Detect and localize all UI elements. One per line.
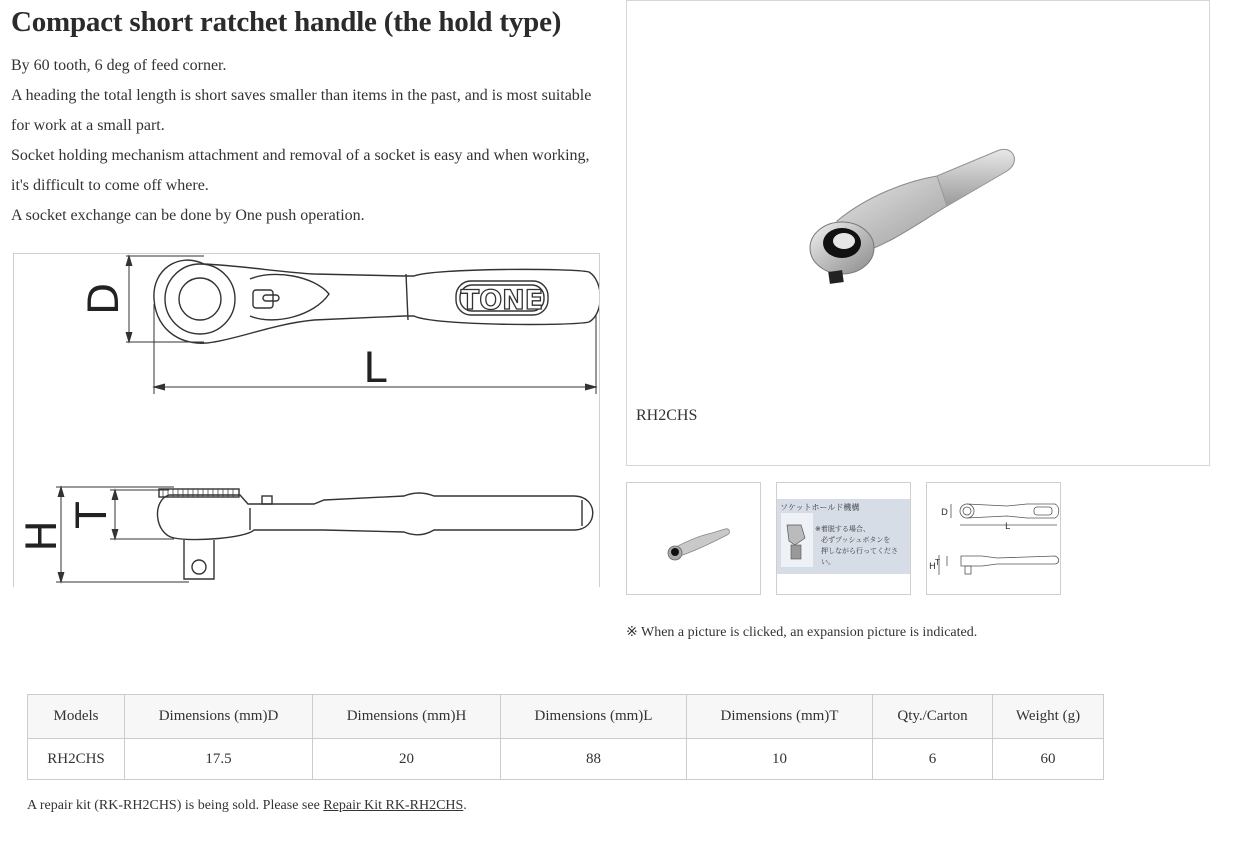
thumbnail-note-line: ※着脱する場合、 bbox=[815, 525, 870, 533]
table-row bbox=[28, 739, 1104, 780]
repair-kit-suffix: . bbox=[463, 798, 467, 813]
dimension-thumbnail-icon bbox=[927, 483, 1060, 594]
dimension-h bbox=[56, 487, 189, 582]
thumbnail-label-h: H bbox=[929, 562, 936, 572]
thumbnail-dimensions[interactable] bbox=[926, 482, 1061, 595]
column-header: Dimensions (mm)L bbox=[501, 695, 687, 739]
label-l: L bbox=[363, 343, 387, 392]
table-cell: 17.5 bbox=[125, 739, 313, 780]
table-cell: 10 bbox=[687, 739, 873, 780]
table-cell: 20 bbox=[313, 739, 501, 780]
thumbnail-socket-hold[interactable] bbox=[776, 482, 911, 595]
table-cell: RH2CHS bbox=[28, 739, 125, 780]
description-line: A heading the total length is short saves smaller than items in the past, and is most suitable for work at a small part. bbox=[11, 87, 592, 134]
column-header: Qty./Carton bbox=[873, 695, 993, 739]
gallery-note: ※ When a picture is clicked, an expansion picture is indicated. bbox=[626, 625, 978, 640]
repair-kit-text: A repair kit (RK-RH2CHS) is being sold. Please see bbox=[27, 798, 324, 813]
table-header-row bbox=[28, 695, 1104, 739]
thumbnail-label-l: L bbox=[1005, 522, 1011, 532]
thumbnail-heading: ソケットホールド機構 bbox=[780, 503, 860, 512]
ratchet-teeth bbox=[163, 489, 233, 497]
label-t: T bbox=[67, 502, 116, 528]
label-d: D bbox=[79, 282, 128, 316]
thumbnail-note bbox=[815, 524, 910, 568]
column-header: Dimensions (mm)H bbox=[313, 695, 501, 739]
main-image-caption: RH2CHS bbox=[636, 407, 698, 424]
repair-kit-note bbox=[27, 798, 467, 814]
ratchet-thumbnail-icon bbox=[627, 483, 760, 594]
spec-table bbox=[27, 694, 1104, 780]
table-cell: 88 bbox=[501, 739, 687, 780]
column-header: Weight (g) bbox=[993, 695, 1104, 739]
thumbnail-note-line: 必ずプッシュボタンを bbox=[821, 536, 891, 544]
column-header: Dimensions (mm)D bbox=[125, 695, 313, 739]
repair-kit-link[interactable]: Repair Kit RK-RH2CHS bbox=[323, 798, 464, 813]
product-description bbox=[11, 51, 611, 231]
description-line: A socket exchange can be done by One push operation. bbox=[11, 207, 365, 224]
column-header: Models bbox=[28, 695, 125, 739]
thumbnail-note-line: 押しながら行ってください。 bbox=[821, 547, 898, 566]
thumbnail-label-t: T bbox=[935, 558, 940, 567]
column-header: Dimensions (mm)T bbox=[687, 695, 873, 739]
dimension-diagram bbox=[13, 253, 600, 587]
thumbnail-label-d: D bbox=[941, 508, 948, 518]
description-line: Socket holding mechanism attachment and removal of a socket is easy and when working, it's difficult to come off where. bbox=[11, 147, 590, 194]
page-title: Compact short ratchet handle (the hold type) bbox=[11, 6, 562, 38]
brand-logo-drawing: TONE bbox=[460, 285, 544, 316]
main-product-image[interactable] bbox=[626, 0, 1210, 466]
table-cell: 60 bbox=[993, 739, 1104, 780]
ratchet-photo-icon bbox=[797, 136, 1037, 296]
ratchet-side-view bbox=[158, 489, 593, 579]
table-cell: 6 bbox=[873, 739, 993, 780]
dimension-diagram-svg bbox=[14, 254, 599, 587]
thumbnail-photo[interactable] bbox=[626, 482, 761, 595]
label-h: H bbox=[17, 520, 66, 552]
description-line: By 60 tooth, 6 deg of feed corner. bbox=[11, 57, 227, 74]
